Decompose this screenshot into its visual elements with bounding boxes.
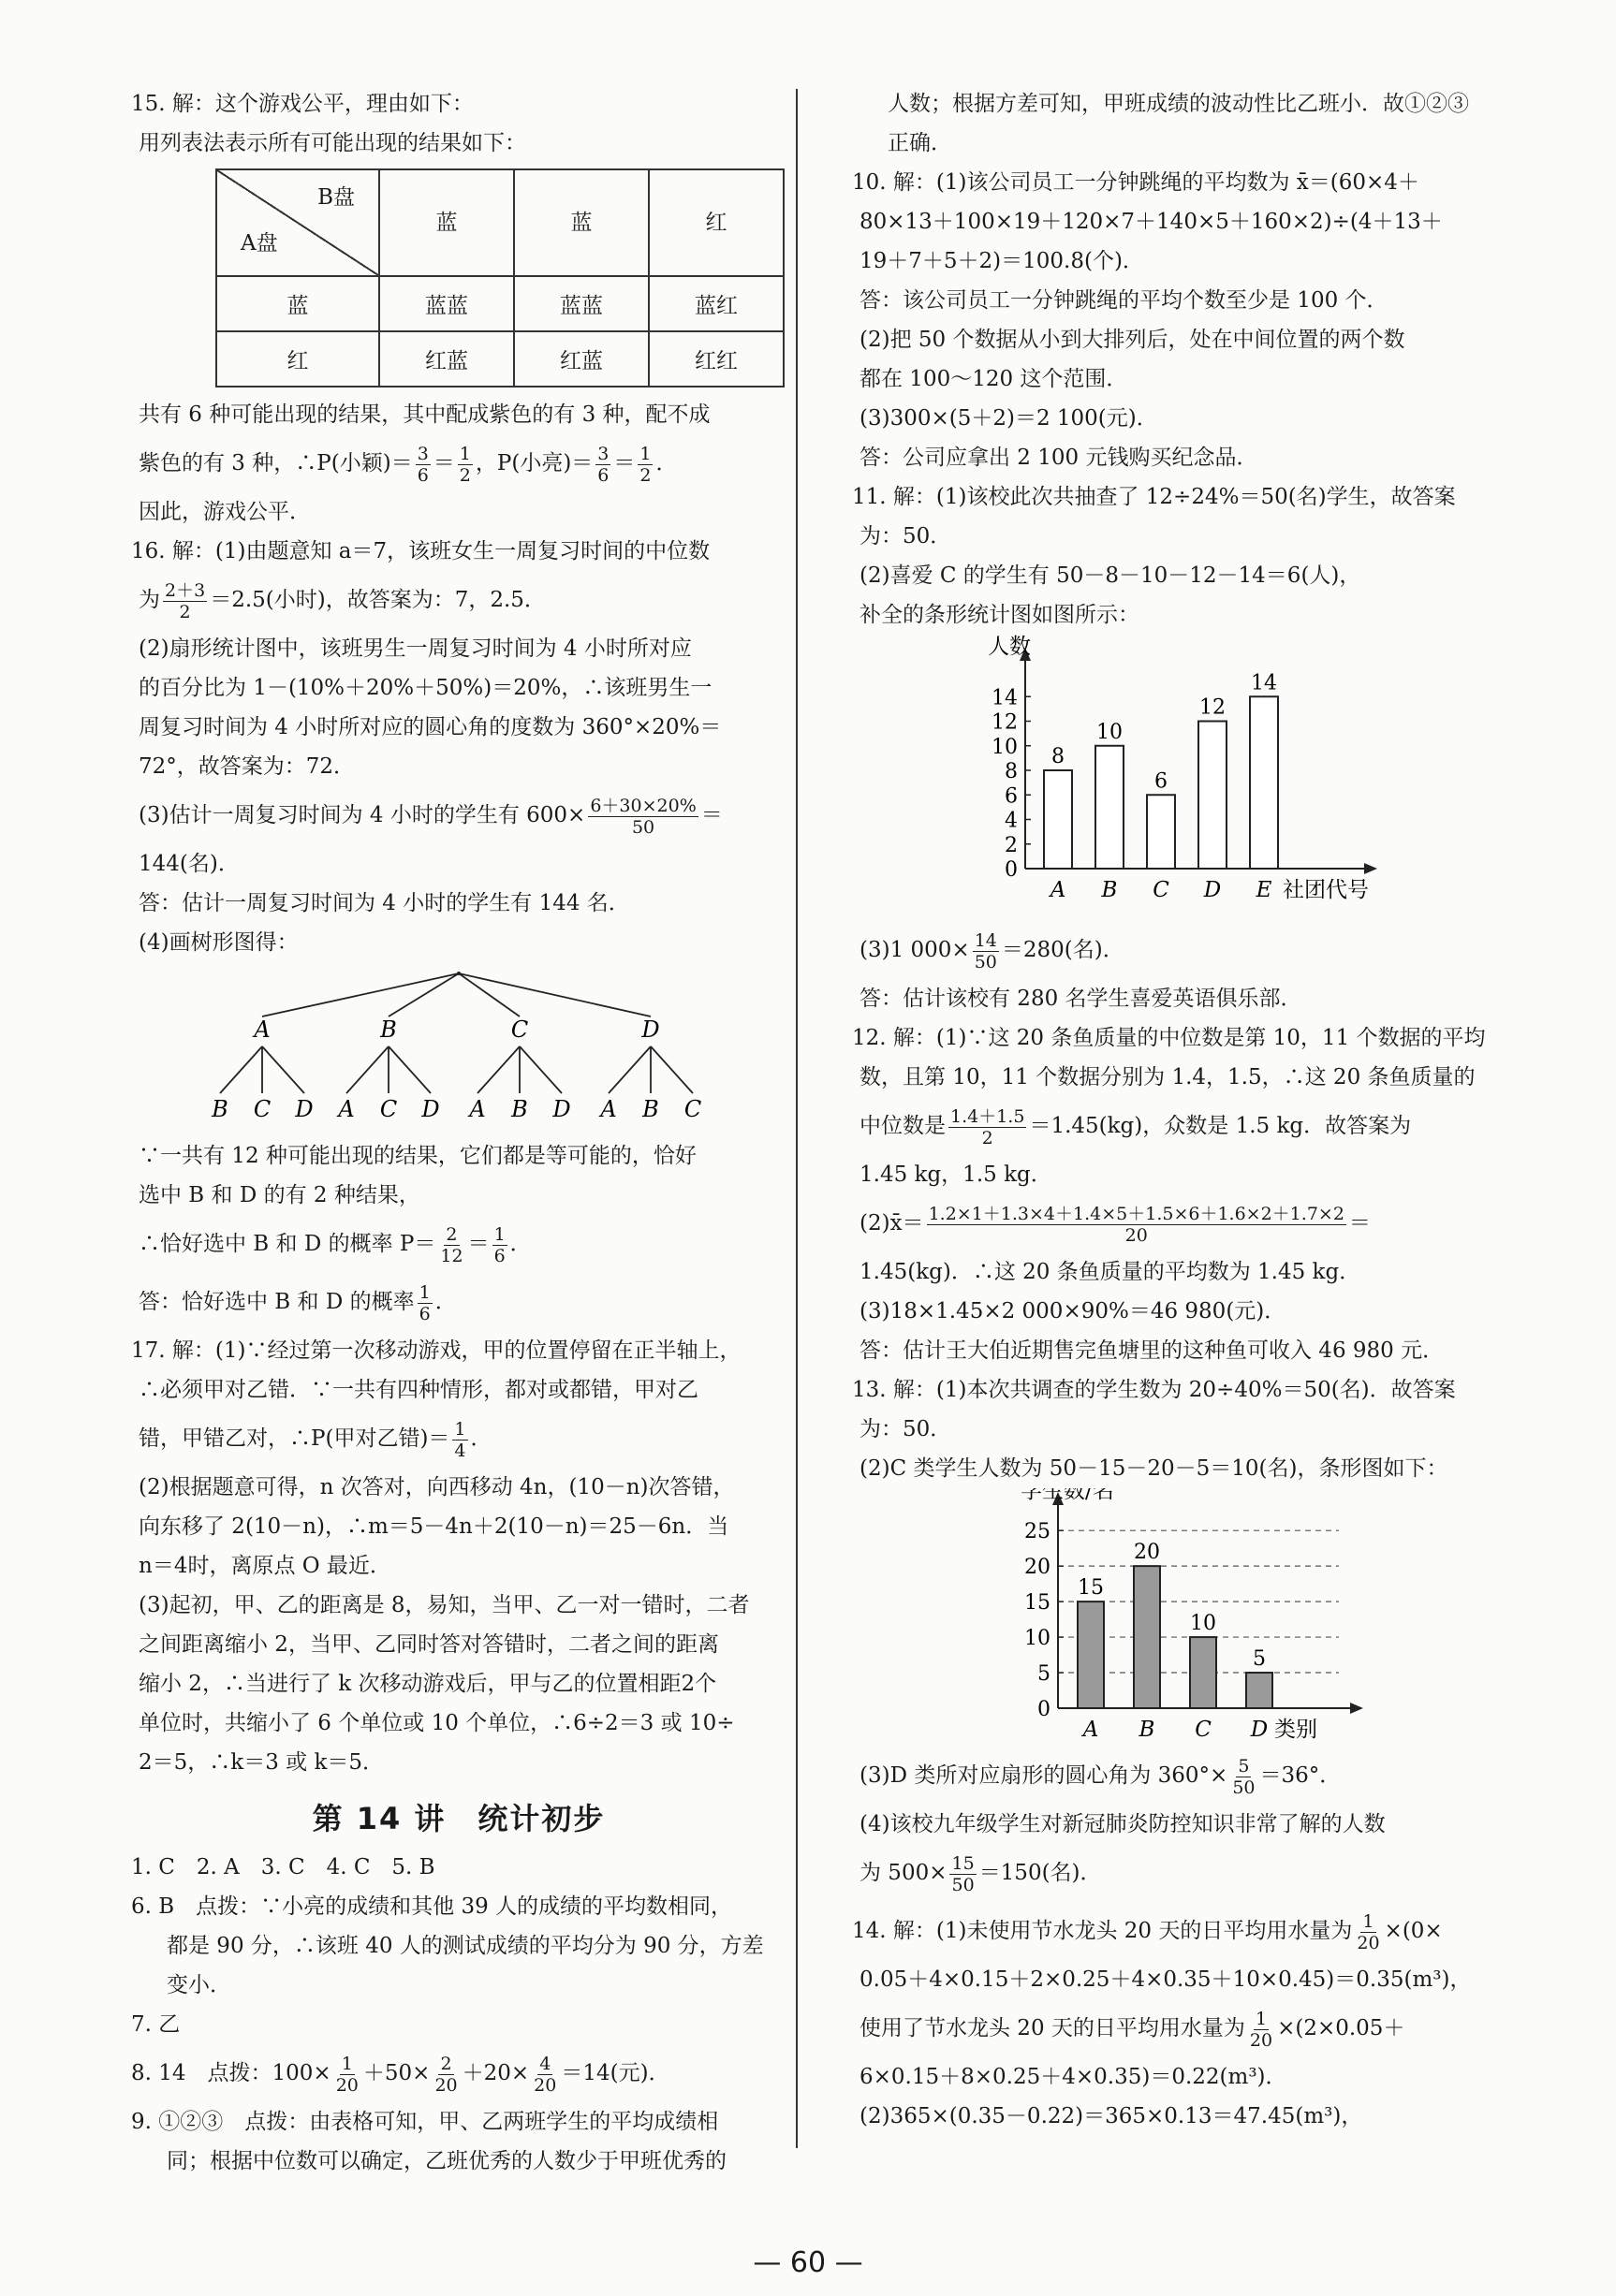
x-tick-label: E [1256,878,1272,902]
tree-branch [477,1046,520,1093]
p16-line5: 周复习时间为 4 小时所对应的圆心角的度数为 360°×20%＝ [139,715,722,739]
p10-line5: (2)把 50 个数据从小到大排列后，处在中间位置的两个数 [859,328,1405,352]
tree-branch [389,1046,431,1093]
numerator: 3 [417,443,429,464]
fraction [1248,2009,1274,2051]
text: 8. 14 点拨：100× [131,2061,331,2085]
q7: 7. 乙 [131,2012,181,2037]
table-cell: 蓝红 [649,276,784,331]
fraction [588,796,698,838]
fraction [492,1224,507,1266]
denominator: 20 [335,2074,359,2096]
tree-branch [346,1046,389,1093]
p16-line4: 的百分比为 1－(10%＋20%＋50%)＝20%，∴该班男生一 [139,676,713,700]
denominator: 20 [434,2074,458,2096]
text: ＋50× [362,2061,431,2085]
p17-line3 [131,1410,786,1468]
bar [1246,1673,1272,1708]
y-tick-label: 15 [1024,1591,1050,1616]
tree-leaf-label: D [295,1096,314,1122]
tree-leaf-label: C [683,1096,702,1122]
text: 14. 解：(1)未使用节水龙头 20 天的日平均用水量为 [852,1919,1353,1943]
bar [1198,722,1227,870]
text: 错，甲错乙对，∴P(甲对乙错)＝ [139,1426,450,1451]
denominator: 20 [1357,1932,1380,1953]
p17-line6: n＝4时，离原点 O 最近． [139,1554,391,1578]
table-cell: 红蓝 [379,331,514,387]
y-tick-label: 25 [1024,1520,1050,1544]
p17-line5: 向东移了 2(10－n)，∴m＝5－4n＋2(10－n)＝25－6n．当 [139,1514,729,1539]
text: 答：恰好选中 B 和 D 的概率 [139,1290,415,1314]
tree-leaf-label: A [338,1096,355,1122]
y-tick-label: 20 [1024,1556,1050,1580]
p11-line6: 答：估计该校有 280 名学生喜爱英语俱乐部． [859,987,1302,1011]
bar-value-label: 20 [1134,1541,1160,1565]
bar [1147,795,1175,869]
y-tick-label: 2 [1005,833,1018,857]
text: ＝ [700,803,723,827]
tree-branch [609,1046,651,1093]
p16-line6: 72°，故答案为：72． [139,754,356,779]
denominator: 50 [1232,1777,1256,1798]
p17-line9: 缩小 2，∴当进行了 k 次移动游戏后，甲与乙的位置相距2个 [139,1672,717,1696]
table-head-cell: 蓝 [514,169,649,276]
x-tick-label: B [1139,1718,1155,1741]
right-column [852,84,1507,2136]
fraction [334,2054,360,2096]
table-cell: 蓝蓝 [514,276,649,331]
column-divider [796,89,798,2148]
q9-line1: 9. ①②③ 点拨：由表格可知，甲、乙两班学生的平均成绩相 [131,2110,719,2134]
text: ＝14(元)． [561,2061,670,2085]
text: ＝ [467,1232,490,1256]
tree-leaf-label: C [253,1096,272,1122]
fraction [452,1419,467,1461]
fraction [438,1224,464,1266]
p16-line10: (4)画树形图得： [139,930,299,955]
fraction [973,930,999,973]
p17-line4: (2)根据题意可得，n 次答对，向西移动 4n，(10－n)次答错， [139,1475,735,1499]
denominator: 6 [419,1303,431,1324]
x-axis-label: 社团代号 [1283,878,1369,902]
p15-line1: 15. 解：这个游戏公平，理由如下： [131,92,474,116]
text: 为 500× [859,1861,948,1885]
p10-line2: 80×13＋100×19＋120×7＋140×5＋160×2)÷(4＋13＋ [859,210,1443,234]
p16-line14 [131,1273,786,1331]
x-tick-label: D [1203,878,1222,902]
text: 中位数是 [859,1114,946,1138]
p16-line13 [131,1215,786,1273]
tree-leaf-label: D [421,1096,440,1122]
text: (3)D 类所对应扇形的圆心角为 360°× [859,1763,1228,1788]
p15-line5: 因此，游戏公平． [139,500,311,524]
denominator: 50 [974,951,997,973]
p17-line8: 之间距离缩小 2，当甲、乙同时答对答错时，二者之间的距离 [139,1632,719,1657]
bar [1250,696,1278,869]
text: ＝280(名)． [1001,938,1124,962]
text: ＝150(名)． [978,1861,1102,1885]
x-tick-label: A [1050,878,1066,902]
bar-value-label: 6 [1154,769,1168,794]
page-number: — 60 — [753,2246,863,2279]
tree-branch [220,1046,262,1093]
numerator: 1 [454,1418,466,1440]
table-cell: 红蓝 [514,331,649,387]
y-axis-label: 学生数/名 [1021,1488,1114,1503]
p11-line2: 为：50． [859,524,952,548]
bar-value-label: 10 [1190,1612,1216,1636]
fraction [1355,1911,1381,1953]
fraction [458,444,473,486]
p15-line3: 共有 6 种可能出现的结果，其中配成紫色的有 3 种，配不成 [139,402,711,427]
denominator: 2 [459,464,471,486]
y-tick-label: 8 [1005,760,1018,783]
numerator: 1 [639,443,652,464]
table-row [216,331,784,387]
bar-value-label: 5 [1253,1647,1266,1672]
y-tick-label: 10 [1024,1627,1050,1651]
p13-line1: 13. 解：(1)本次共调查的学生数为 20÷40%＝50(名)．故答案 [852,1378,1456,1402]
fraction [433,2054,459,2096]
p12-line5 [852,1194,1507,1252]
p10-line1: 10. 解：(1)该公司员工一分钟跳绳的平均数为 x̄＝(60×4＋ [852,170,1419,195]
p16-line11: ∵一共有 12 种可能出现的结果，它们都是等可能的，恰好 [139,1144,697,1168]
text: (3)1 000× [859,938,970,962]
x-tick-label: C [1153,878,1169,902]
denominator: 20 [534,2074,557,2096]
fraction [532,2054,558,2096]
p12-line3 [852,1097,1507,1155]
bar [1190,1637,1216,1708]
tree-branch [262,1046,304,1093]
page-number-value: 60 [789,2246,827,2279]
y-tick-label: 0 [1005,858,1018,882]
table-row-head: 蓝 [216,276,379,331]
text: 使用了节水龙头 20 天的日平均用水量为 [859,2016,1245,2040]
numerator: 1 [459,443,471,464]
text: ×(2×0.05＋ [1277,2016,1405,2040]
p17-line7: (3)起初，甲、乙的距离是 8，易知，当甲、乙一对一错时，二者 [139,1593,750,1617]
denominator: 6 [597,464,610,486]
p11-line5 [852,921,1507,979]
bar [1134,1566,1160,1708]
q9c-line1: 人数；根据方差可知，甲班成绩的波动性比乙班小．故①②③ [888,92,1469,116]
p13-line2: 为：50． [859,1417,952,1441]
fraction [416,444,431,486]
numerator: 1.2×1＋1.3×4＋1.4×5＋1.5×6＋1.6×2＋1.7×2 [928,1203,1344,1224]
numerator: 1 [419,1281,431,1303]
x-tick-label: C [1195,1718,1212,1741]
p16-line8: 144(名)． [139,852,240,876]
y-tick-label: 14 [992,686,1018,710]
p11-line1: 11. 解：(1)该校此次共抽查了 12÷24%＝50(名)学生，故答案 [852,485,1456,509]
text: ＝36°． [1259,1763,1342,1788]
numerator: 15 [951,1852,975,1874]
text: 紫色的有 3 种，∴P(小颖)＝ [139,451,413,475]
p13-line5: (4)该校九年级学生对新冠肺炎防控知识非常了解的人数 [859,1812,1386,1836]
p17-line1: 17. 解：(1)∵经过第一次移动游戏，甲的位置停留在正半轴上， [131,1338,742,1363]
text: ∴恰好选中 B 和 D 的概率 P＝ [139,1232,436,1256]
fraction [638,444,653,486]
denominator: 12 [440,1245,463,1266]
text: ＋20× [462,2061,530,2085]
tree-node-label: C [510,1016,529,1043]
q9c-line2: 正确． [888,131,952,155]
y-tick-label: 12 [992,710,1018,735]
q6-line3: 变小． [167,1973,231,1997]
denominator: 50 [631,816,655,838]
outcome-table [215,168,785,388]
numerator: 2 [446,1223,458,1245]
p11-line3: (2)喜爱 C 的学生有 50－8－10－12－14＝6(人)， [859,563,1361,588]
numerator: 2＋3 [165,579,206,601]
x-tick-label: A [1082,1718,1099,1741]
tree-leaf-label: A [600,1096,617,1122]
table-cell: 蓝蓝 [379,276,514,331]
p12-line4: 1.45 kg，1.5 kg． [859,1163,1052,1187]
q9-line2: 同；根据中位数可以确定，乙班优秀的人数少于甲班优秀的 [167,2149,727,2173]
p14-line1 [852,1902,1507,1960]
text: ． [655,451,678,475]
numerator: 1 [1255,2008,1268,2029]
tree-leaf-label: D [552,1096,571,1122]
bar [1095,746,1124,869]
denominator: 2 [981,1127,993,1148]
denominator: 2 [639,464,652,486]
bar-value-label: 10 [1096,720,1123,744]
p10-line7: (3)300×(5＋2)＝2 100(元)． [859,406,1158,431]
tree-leaf-label: C [379,1096,398,1122]
text: 为 [139,588,160,612]
tree-branch [389,973,459,1016]
p10-line4: 答：该公司员工一分钟跳绳的平均个数至少是 100 个． [859,288,1388,313]
bar-value-label: 14 [1251,671,1277,695]
table-corner-b: B盘 [317,185,355,210]
p15-line2: 用列表法表示所有可能出现的结果如下： [139,131,526,155]
tree-node-label: D [641,1016,660,1043]
bar [1078,1601,1104,1708]
numerator: 1 [1362,1910,1374,1932]
text: ，P(小亮)＝ [475,451,594,475]
p14-line4: 6×0.15＋8×0.25＋4×0.35)＝0.22(m³)． [859,2065,1287,2089]
y-tick-label: 4 [1005,809,1018,833]
x-tick-label: B [1101,878,1118,902]
p14-line3 [852,1999,1507,2057]
numerator: 1 [341,2053,353,2074]
tree-leaf-label: B [511,1096,528,1122]
x-tick-label: D [1250,1718,1269,1741]
p13-line6 [852,1844,1507,1902]
p16-line7 [131,786,786,844]
p14-line5: (2)365×(0.35－0.22)＝365×0.13＝47.45(m³)， [859,2104,1363,2128]
x-axis-label: 类别 [1274,1718,1317,1741]
text: ×(0× [1384,1919,1443,1943]
fraction [163,580,207,622]
text: ． [470,1426,492,1451]
p16-line2 [131,571,786,629]
text: ． [434,1290,457,1314]
p12-line7: (3)18×1.45×2 000×90%＝46 980(元)． [859,1299,1286,1323]
tree-diagram [131,962,786,1131]
section-heading: 第 14 讲 统计初步 [312,1801,606,1836]
p10-line3: 19＋7＋5＋2)＝100.8(个)． [859,249,1144,273]
p12-line2: 数，且第 10，11 个数据分别为 1.4，1.5，∴这 20 条鱼质量的 [859,1065,1476,1090]
table-corner-cell [216,169,379,276]
p16-line9: 答：估计一周复习时间为 4 小时的学生有 144 名． [139,891,630,915]
p13-line4 [852,1747,1507,1805]
p12-line8: 答：估计王大伯近期售完鱼塘里的这种鱼可收入 46 980 元． [859,1338,1445,1363]
numerator: 5 [1238,1755,1250,1777]
q8 [131,2044,786,2102]
y-tick-label: 0 [1037,1698,1050,1721]
answers-1-5: 1. C 2. A 3. C 4. C 5. B [131,1855,435,1879]
fraction [595,444,610,486]
p17-line2: ∴必须甲对乙错．∵一共有四种情形，都对或都错，甲对乙 [139,1378,698,1402]
p12-line6: 1.45(kg)．∴这 20 条鱼质量的平均数为 1.45 kg． [859,1260,1361,1284]
numerator: 3 [597,443,610,464]
denominator: 20 [1249,2029,1273,2051]
bar-value-label: 12 [1199,695,1226,720]
denominator: 20 [1124,1224,1148,1246]
numerator: 6＋30×20% [590,795,697,816]
club-bar-chart [852,635,1507,915]
text: ＝1.45(kg)，众数是 1.5 kg．故答案为 [1029,1114,1412,1138]
text: ＝2.5(小时)，故答案为：7，2.5． [210,588,546,612]
y-axis-label: 人数 [988,635,1031,659]
x-axis-arrow [1350,1703,1363,1714]
p15-line4: 紫色的有 3 种，∴P(小颖)＝ $\frac{3}{6}$ ＝ $\frac{1}{2}$ ，P(小亮)＝ $\frac{3}{6}$ ＝ $\frac{1}{2}$ ． [139,443,678,486]
numerator: 14 [974,929,997,951]
numerator: 2 [440,2053,452,2074]
p12-line1: 12. 解：(1)∵这 20 条鱼质量的中位数是第 10，11 个数据的平均 [852,1026,1486,1050]
left-column [131,84,786,2181]
numerator: 4 [539,2053,551,2074]
text: (3)估计一周复习时间为 4 小时的学生有 600× [139,803,586,827]
bar [1044,770,1072,869]
denominator: 6 [493,1245,506,1266]
text: (2)x̄＝ [859,1211,924,1236]
numerator: 1 [493,1223,506,1245]
denominator: 2 [179,601,191,622]
fraction [927,1204,1346,1246]
tree-leaf-label: A [469,1096,486,1122]
q6-line2: 都是 90 分，∴该班 40 人的测试成绩的平均分为 90 分，方差 [167,1934,764,1958]
tree-branch [262,973,459,1016]
p16-line1: 16. 解：(1)由题意知 a＝7，该班女生一周复习时间的中位数 [131,539,711,563]
bar-value-label: 8 [1051,745,1065,768]
table-head-cell: 红 [649,169,784,276]
fraction [418,1282,433,1324]
p14-line2: 0.05＋4×0.15＋2×0.25＋4×0.35＋10×0.45)＝0.35(m³)， [859,1967,1472,1992]
text: ． [509,1232,532,1256]
q6-line1: 6. B 点拨：∵小亮的成绩和其他 39 人的成绩的平均数相同， [131,1894,733,1919]
fraction [949,1853,976,1895]
tree-leaf-label: B [642,1096,659,1122]
x-axis-arrow [1364,863,1377,874]
table-row-head: 红 [216,331,379,387]
tree-branch [520,1046,562,1093]
denominator: 6 [417,464,429,486]
text: ＝ [1348,1211,1371,1236]
denominator: 4 [454,1440,466,1461]
fraction [1230,1756,1256,1798]
p16-line3: (2)扇形统计图中，该班男生一周复习时间为 4 小时所对应 [139,636,692,661]
p10-line8: 答：公司应拿出 2 100 元钱购买纪念品． [859,446,1258,470]
denominator: 50 [951,1874,975,1895]
tree-branch [651,1046,693,1093]
table-corner-a: A盘 [241,231,278,256]
p16-line12: 选中 B 和 D 的有 2 种结果， [139,1183,420,1207]
numerator: 1.4＋1.5 [950,1105,1025,1127]
tree-node-label: B [380,1016,397,1043]
p17-line10: 单位时，共缩小了 6 个单位或 10 个单位，∴6÷2＝3 或 10÷ [139,1711,735,1735]
y-tick-label: 6 [1005,784,1018,809]
p10-line6: 都在 100～120 这个范围． [859,367,1128,391]
tree-leaf-label: B [212,1096,228,1122]
tree-branch [459,973,651,1016]
table-head-cell: 蓝 [379,169,514,276]
table-row [216,276,784,331]
p13-line3: (2)C 类学生人数为 50－15－20－5＝10(名)，条形图如下： [859,1456,1448,1481]
p11-line4: 补全的条形统计图如图所示： [859,603,1139,627]
p17-line11: 2＝5，∴k＝3 或 k＝5． [139,1750,385,1775]
y-tick-label: 10 [992,735,1018,759]
y-tick-label: 5 [1037,1662,1050,1687]
tree-node-label: A [254,1016,271,1043]
bar-value-label: 15 [1078,1576,1104,1601]
table-cell: 红红 [649,331,784,387]
category-bar-chart [852,1488,1507,1741]
fraction [948,1106,1026,1148]
